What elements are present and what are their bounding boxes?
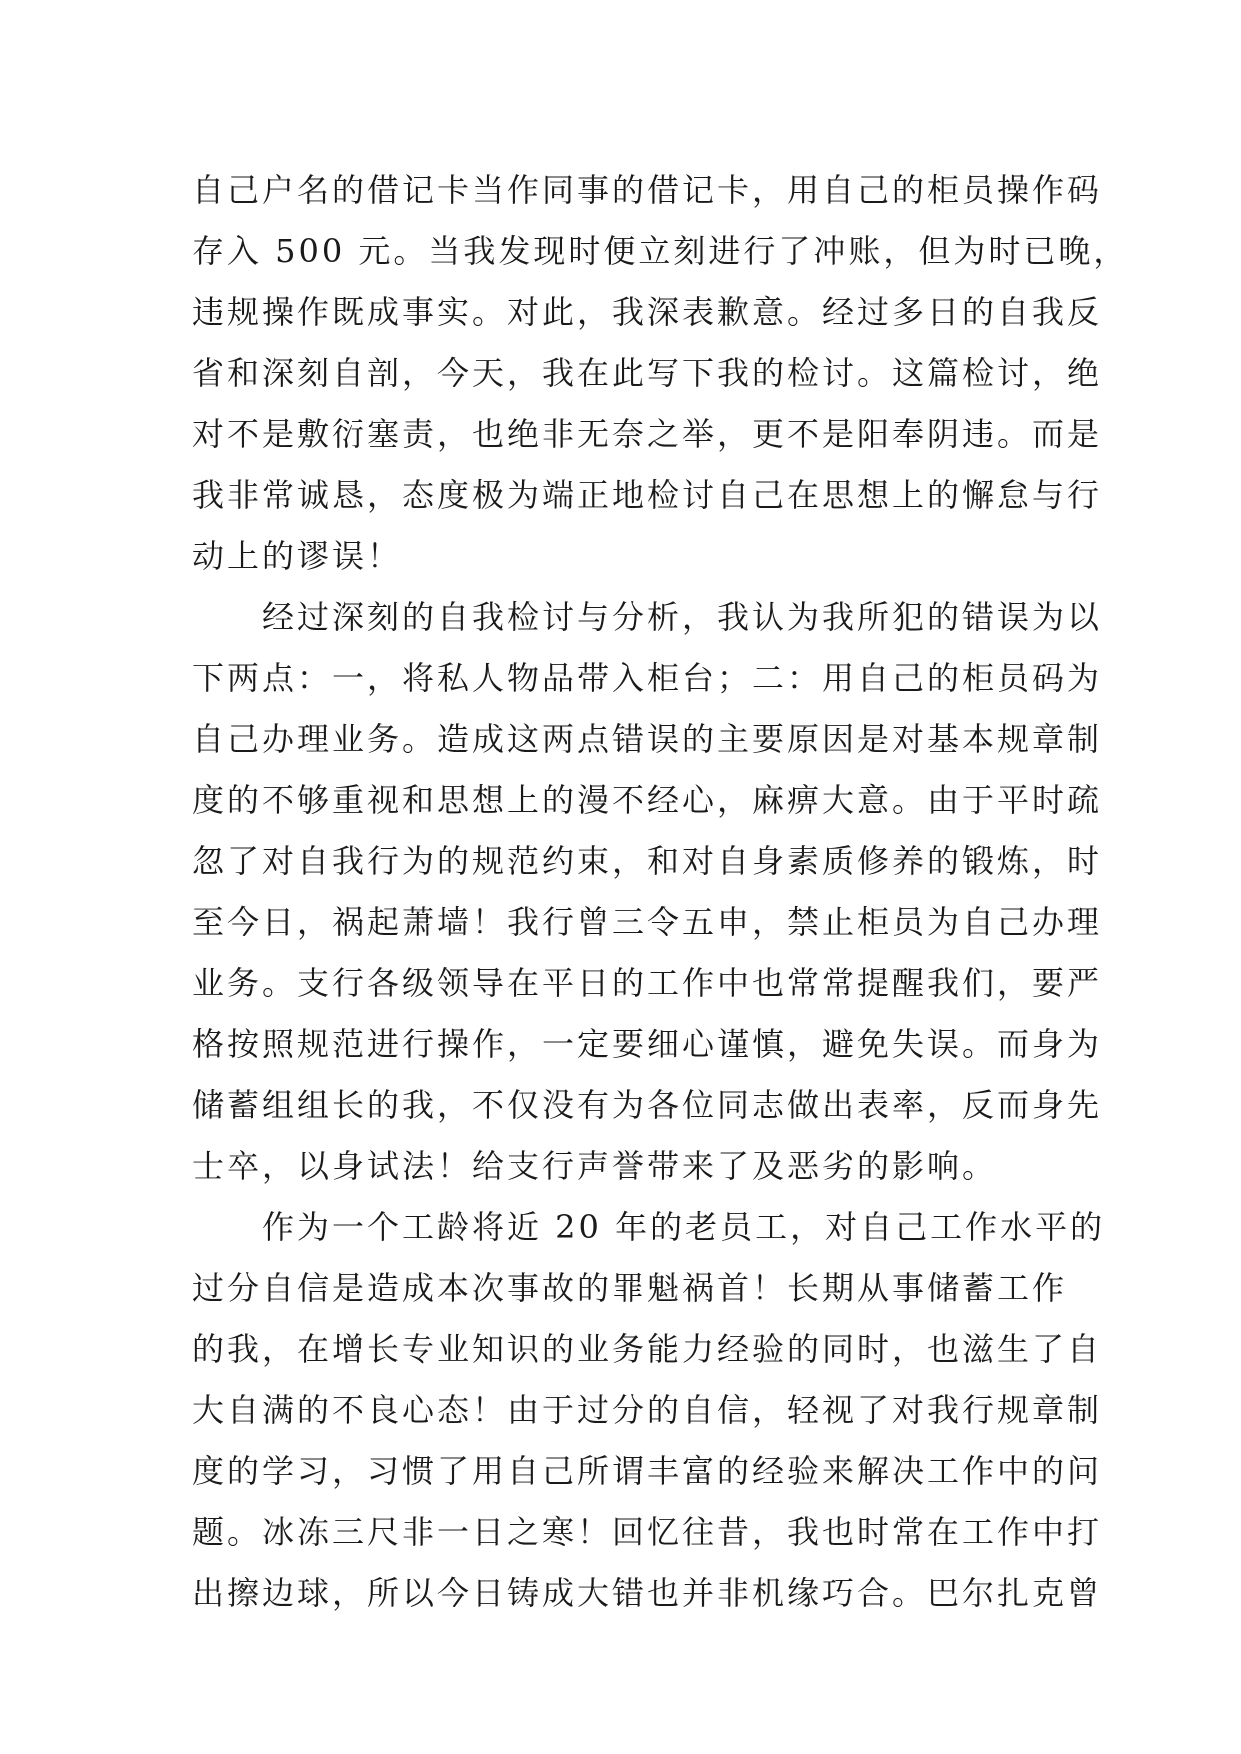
paragraph [192, 587, 1103, 1197]
text-line: 业务。支行各级领导在平日的工作中也常常提醒我们，要严 [192, 964, 1103, 1002]
text-line: 过分自信是造成本次事故的罪魁祸首！长期从事储蓄工作 [192, 1269, 1068, 1307]
text-line: 自己户名的借记卡当作同事的借记卡，用自己的柜员操作码 [192, 171, 1103, 209]
text-line: 自己办理业务。造成这两点错误的主要原因是对基本规章制 [192, 720, 1103, 758]
text-line: 下两点：一，将私人物品带入柜台；二：用自己的柜员码为 [192, 659, 1103, 697]
paragraph [192, 1197, 1106, 1624]
text-line: 大自满的不良心态！由于过分的自信，轻视了对我行规章制 [192, 1391, 1103, 1429]
text-line: 至今日，祸起萧墙！我行曾三令五申，禁止柜员为自己办理 [192, 903, 1103, 941]
text-line: 经过深刻的自我检讨与分析，我认为我所犯的错误为以 [262, 598, 1103, 636]
text-line: 作为一个工龄将近 20 年的老员工，对自己工作水平的 [262, 1208, 1106, 1246]
text-line: 存入 500 元。当我发现时便立刻进行了冲账，但为时已晚， [192, 232, 1129, 270]
text-line: 格按照规范进行操作，一定要细心谨慎，避免失误。而身为 [192, 1025, 1103, 1063]
text-line: 省和深刻自剖，今天，我在此写下我的检讨。这篇检讨，绝 [192, 354, 1103, 392]
text-line: 对不是敷衍塞责，也绝非无奈之举，更不是阳奉阴违。而是 [192, 415, 1103, 453]
text-line: 出擦边球，所以今日铸成大错也并非机缘巧合。巴尔扎克曾 [192, 1574, 1103, 1612]
paragraph [192, 160, 1129, 587]
text-line: 度的不够重视和思想上的漫不经心，麻痹大意。由于平时疏 [192, 781, 1103, 819]
text-line: 题。冰冻三尺非一日之寒！回忆往昔，我也时常在工作中打 [192, 1513, 1103, 1551]
text-line: 储蓄组组长的我，不仅没有为各位同志做出表率，反而身先 [192, 1086, 1103, 1124]
text-line: 忽了对自我行为的规范约束，和对自身素质修养的锻炼，时 [192, 842, 1103, 880]
text-line: 的我，在增长专业知识的业务能力经验的同时，也滋生了自 [192, 1330, 1103, 1368]
text-line: 我非常诚恳，态度极为端正地检讨自己在思想上的懈怠与行 [192, 476, 1103, 514]
text-line: 士卒，以身试法！给支行声誉带来了及恶劣的影响。 [192, 1147, 998, 1185]
document-body [192, 160, 1129, 1624]
text-line: 度的学习，习惯了用自己所谓丰富的经验来解决工作中的问 [192, 1452, 1103, 1490]
text-line: 动上的谬误！ [192, 537, 403, 575]
text-line: 违规操作既成事实。对此，我深表歉意。经过多日的自我反 [192, 293, 1103, 331]
